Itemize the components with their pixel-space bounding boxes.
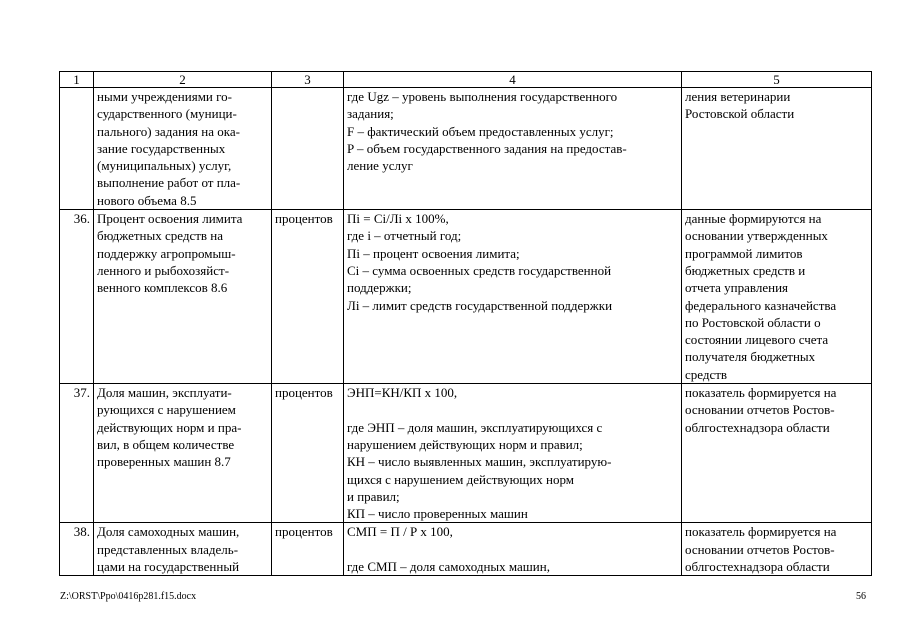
indicator-name: Процент освоения лимита бюджетных средств на поддержку агропромыш- ленного и рыбохозяйст- венного комплексов 8.6 xyxy=(94,210,272,384)
header-cell: 5 xyxy=(682,72,872,88)
source-cell: показатель формируется на основании отчетов Ростов- облгостехнадзора области xyxy=(682,523,872,576)
table-row xyxy=(60,523,872,576)
indicator-name: Доля машин, эксплуати- рующихся с нарушением действующих норм и пра- вил, в общем количестве проверенных машин 8.7 xyxy=(94,384,272,523)
unit-cell: процентов xyxy=(272,523,344,576)
footer-page-number: 56 xyxy=(856,591,866,602)
unit-cell: процентов xyxy=(272,384,344,523)
header-cell: 4 xyxy=(344,72,682,88)
row-number: 38. xyxy=(60,523,94,576)
table-row xyxy=(60,210,872,384)
unit-cell: процентов xyxy=(272,210,344,384)
source-cell: ления ветеринарии Ростовской области xyxy=(682,88,872,210)
row-number: 36. xyxy=(60,210,94,384)
header-cell: 1 xyxy=(60,72,94,88)
indicator-name: Доля самоходных машин, представленных владель- цами на государственный xyxy=(94,523,272,576)
row-number: 37. xyxy=(60,384,94,523)
row-number xyxy=(60,88,94,210)
header-cell: 3 xyxy=(272,72,344,88)
unit-cell xyxy=(272,88,344,210)
source-cell: показатель формируется на основании отчетов Ростов- облгостехнадзора области xyxy=(682,384,872,523)
formula-cell: ЭНП=КН/КП x 100, где ЭНП – доля машин, эксплуатирующихся с нарушением действующих норм и правил; КН – число выявленных машин, эксплуатирую- щихся с нарушением действующих норм и правил; КП – число проверенных машин xyxy=(344,384,682,523)
table-row xyxy=(60,384,872,523)
indicator-name: ными учреждениями го- сударственного (муници- пального) задания на ока- зание государственных (муниципальных) услуг, выполнение работ от пла- нового объема 8.5 xyxy=(94,88,272,210)
indicator-table xyxy=(59,71,872,576)
formula-cell: где Ugz – уровень выполнения государственного задания; F – фактический объем предоставленных услуг; P – объем государственного задания на предостав- ление услуг xyxy=(344,88,682,210)
table-header-row xyxy=(60,72,872,88)
formula-cell: Пi = Ci/Лi x 100%, где i – отчетный год; Пi – процент освоения лимита; Сi – сумма освоенных средств государственной поддержки; Лi – лимит средств государственной поддержки xyxy=(344,210,682,384)
footer-file-path: Z:\ORST\Ppo\0416p281.f15.docx xyxy=(60,591,197,602)
formula-cell: СМП = П / Р x 100, где СМП – доля самоходных машин, xyxy=(344,523,682,576)
source-cell: данные формируются на основании утвержденных программой лимитов бюджетных средств и отчета управления федерального казначейства по Ростовской области о состоянии лицевого счета получателя бюджетных средств xyxy=(682,210,872,384)
table-row xyxy=(60,88,872,210)
header-cell: 2 xyxy=(94,72,272,88)
